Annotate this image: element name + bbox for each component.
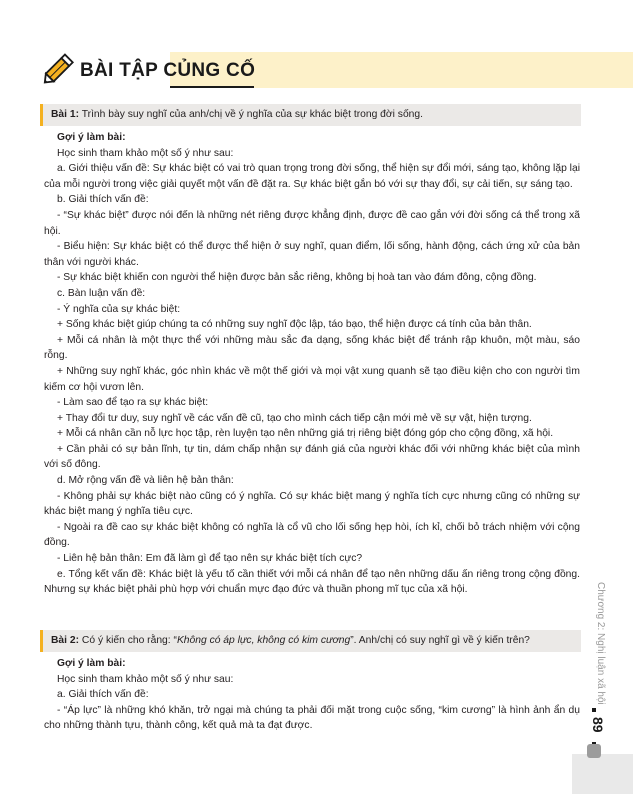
paragraph: a. Giải thích vấn đề: <box>57 689 149 701</box>
paragraph: + Những suy nghĩ khác, góc nhìn khác về một thế giới và mọi vật xung quanh sẽ tạo điều kiện cho con người tìm kiếm cơ hội vươn lên. <box>44 365 580 393</box>
paragraph: c. Bàn luận vấn đề: <box>57 287 146 299</box>
paragraph: - “Sự khác biệt” được nói đến là những nét riêng được khẳng định, được đề cao gắn với đời sống cá thể trong xã hội. <box>44 209 580 237</box>
page-tab <box>572 754 633 794</box>
paragraph: - Không phải sự khác biệt nào cũng có ý nghĩa. Có sự khác biệt mang ý nghĩa tích cực nhưng cũng có những sự khác biệt mang ý nghĩa tiêu cực. <box>44 490 580 518</box>
paragraph: a. Giới thiệu vấn đề: Sự khác biệt có vai trò quan trọng trong đời sống, thể hiện sự đổi mới, sáng tạo, không lặp lại của mỗi người trong việc giải quyết một vấn đề đặt ra. Sự khác biệt gắn bó với sự thay đổi, sự cải tiến, sự sáng tạo. <box>44 163 580 190</box>
paragraph: - Liên hệ bản thân: Em đã làm gì để tạo nên sự khác biệt tích cực? <box>57 553 363 565</box>
exercise-2-question-post: ”. Anh/chị có suy nghĩ gì về ý kiến trên? <box>350 635 530 646</box>
exercise-1-label: Bài 1: <box>51 109 80 120</box>
paragraph: - Biểu hiện: Sự khác biệt có thể được thể hiện ở suy nghĩ, quan điểm, lối sống, hành động, cách ứng xử của bản thân với người khác. <box>44 241 580 268</box>
paragraph: - “Áp lực” là những khó khăn, trở ngại mà chúng ta phải đối mặt trong cuộc sống, “kim cương” là hình ảnh ẩn dụ cho những thành tựu, thành công, kết quả mà ta đạt được. <box>44 704 580 732</box>
paragraph: - Ý nghĩa của sự khác biệt: <box>57 303 181 315</box>
title-underline <box>170 86 254 88</box>
paragraph: + Sống khác biệt giúp chúng ta có những suy nghĩ độc lập, táo bạo, thể hiện được cá tính của bản thân. <box>57 319 532 331</box>
separator-dot <box>592 708 596 712</box>
paragraph: e. Tổng kết vấn đề: Khác biệt là yếu tố cần thiết với mỗi cá nhân để tạo nên những dấu ấn riêng trong cộng đồng. Nhưng sự khác biệt phải phù hợp với chuẩn mực đạo đức và thuần phong mĩ tục của xã hội. <box>44 568 580 596</box>
exercise-1-question <box>51 109 423 120</box>
paragraph: Học sinh tham khảo một số ý như sau: <box>57 673 234 685</box>
paragraph: b. Giải thích vấn đề: <box>57 194 149 206</box>
exercise-2-content <box>44 656 580 734</box>
page-tab-marker <box>587 744 601 758</box>
paragraph: - Sự khác biệt khiến con người thể hiện được bản sắc riêng, không bị hoà tan vào đám đông, cộng đồng. <box>57 272 537 284</box>
paragraph: Học sinh tham khảo một số ý như sau: <box>57 147 234 159</box>
hint-heading: Gợi ý làm bài: <box>57 132 126 143</box>
exercise-1-question-text: Trình bày suy nghĩ của anh/chị về ý nghĩa của sự khác biệt trong đời sống. <box>81 109 423 120</box>
paragraph: + Cần phải có sự bản lĩnh, tự tin, dám chấp nhận sự đánh giá của người khác đối với những khác biệt của mình với số đông. <box>44 443 580 471</box>
paragraph: d. Mở rộng vấn đề và liên hệ bản thân: <box>57 475 234 487</box>
paragraph: + Mỗi cá nhân cần nỗ lực học tập, rèn luyện tạo nên những giá trị riêng biệt đóng góp cho cộng đồng, xã hội. <box>57 428 554 440</box>
paragraph: + Mỗi cá nhân là một thực thể với những màu sắc đa dạng, sống khác biệt để tránh rập khuôn, một màu, sáo rỗng. <box>44 334 580 362</box>
hint-heading: Gợi ý làm bài: <box>57 658 126 669</box>
page-title: BÀI TẬP CỦNG CỐ <box>80 60 256 81</box>
pencil-icon <box>40 48 80 88</box>
exercise-2-label: Bài 2: <box>51 635 80 646</box>
page-number: 89 <box>590 717 606 733</box>
paragraph: - Ngoài ra đề cao sự khác biệt không có nghĩa là cổ vũ cho lối sống hẹp hòi, ích kỉ, chối bỏ trách nhiệm với cộng đồng. <box>44 521 580 549</box>
exercise-2-question-pre: Có ý kiến cho rằng: “ <box>81 635 177 646</box>
paragraph: - Làm sao để tạo ra sự khác biệt: <box>57 397 209 409</box>
paragraph: + Thay đổi tư duy, suy nghĩ về các vấn đề cũ, tạo cho mình cách tiếp cận mới mẻ về sự vật, hiện tượng. <box>57 412 532 424</box>
chapter-label: Chương 2: Nghị luận xã hội <box>595 582 606 705</box>
exercise-2-question <box>51 635 530 646</box>
exercise-1-content <box>44 130 580 598</box>
exercise-2-quote: Không có áp lực, không có kim cương <box>176 635 351 646</box>
